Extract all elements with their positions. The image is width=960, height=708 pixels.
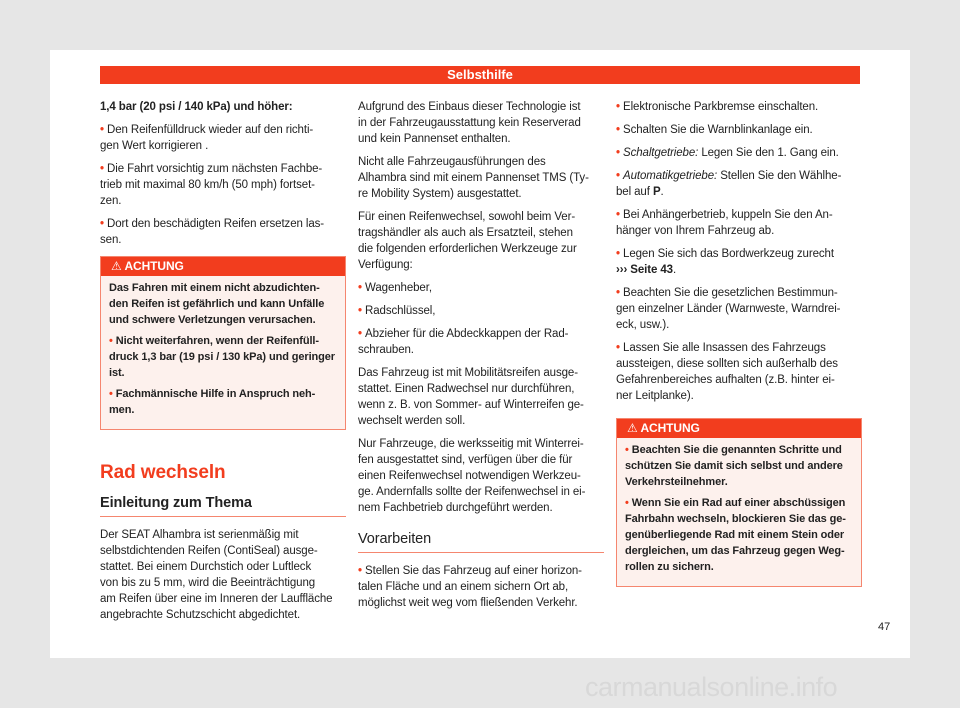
list-item: • Die Fahrt vorsichtig zum nächsten Fachbe- trieb mit maximal 80 km/h (50 mph) fortset- zen.: [100, 163, 323, 207]
list-item: • Schalten Sie die Warnblinkanlage ein.: [616, 124, 813, 136]
bullet-icon: •: [616, 342, 624, 354]
paragraph: Nicht alle Fahrzeugausführungen des Alhambra sind mit einem Pannenset TMS (Ty- re Mobility System) ausgestattet.: [358, 156, 589, 200]
list-item: • Stellen Sie das Fahrzeug auf einer horizon- talen Fläche und an einem sichern Ort ab, möglichst weit weg vom fließenden Verkehr.: [358, 565, 582, 609]
warning-box: [100, 256, 346, 430]
bullet-icon: •: [100, 124, 108, 136]
bullet-icon: •: [616, 170, 624, 182]
warning-triangle-icon: ⚠: [111, 259, 125, 273]
pressure-heading: 1,4 bar (20 psi / 140 kPa) und höher:: [100, 101, 293, 113]
list-item: • Dort den beschädigten Reifen ersetzen las- sen.: [100, 218, 325, 246]
bullet-icon: •: [100, 163, 108, 175]
bullet-icon: •: [616, 124, 624, 136]
bullet-icon: •: [358, 282, 366, 294]
paragraph: Nur Fahrzeuge, die werksseitig mit Winterrei- fen ausgestattet sind, verfügen über die für einen Reifenwechsel notwendigen Werkzeu- ge. Andernfalls sollte der Reifenwechsel in ei- nem Fachbetrieb durchgeführt werden.: [358, 438, 586, 514]
bullet-icon: •: [109, 388, 116, 400]
bullet-icon: •: [616, 209, 624, 221]
warning-text: Das Fahren mit einem nicht abzudichten- den Reifen ist gefährlich und kann Unfälle und schwere Verletzungen verursachen.: [109, 282, 325, 326]
list-item: • Schaltgetriebe: Legen Sie den 1. Gang ein.: [616, 147, 839, 159]
right-column: [616, 99, 862, 587]
paragraph: Das Fahrzeug ist mit Mobilitätsreifen ausge- stattet. Einen Radwechsel nur durchführen, wenn z. B. von Sommer- auf Winterreifen ge- wechselt werden soll.: [358, 367, 584, 427]
warning-header: ⚠ ACHTUNG: [617, 419, 861, 438]
warning-triangle-icon: ⚠: [627, 421, 641, 435]
bullet-icon: •: [358, 328, 366, 340]
bullet-icon: •: [616, 101, 624, 113]
list-item: • Wagenheber,: [358, 282, 432, 294]
warning-header: ⚠ ACHTUNG: [101, 257, 345, 276]
list-item: • Elektronische Parkbremse einschalten.: [616, 101, 819, 113]
warning-box: [616, 418, 862, 587]
middle-column: [358, 99, 604, 618]
bullet-icon: •: [625, 497, 632, 509]
list-item: • Abzieher für die Abdeckkappen der Rad- schrauben.: [358, 328, 569, 356]
paragraph: Für einen Reifenwechsel, sowohl beim Ver- tragshändler als auch als Ersatzteil, stehen die folgenden erforderlichen Werkzeuge zur Verfügung:: [358, 211, 577, 271]
bullet-icon: •: [100, 218, 108, 230]
bullet-icon: •: [616, 287, 624, 299]
list-item: • Lassen Sie alle Insassen des Fahrzeugs aussteigen, diese sollten sich außerhalb des Gefahrenbereiches aufhalten (z.B. hinter ei- ner Leitplanke).: [616, 342, 838, 402]
list-item: • Beachten Sie die genannten Schritte und schützen Sie damit sich selbst und andere Verkehrsteilnehmer.: [625, 444, 843, 488]
list-item: • Radschlüssel,: [358, 305, 436, 317]
list-item: • Den Reifenfülldruck wieder auf den richti- gen Wert korrigieren .: [100, 124, 314, 152]
subsection-title: Vorarbeiten: [358, 530, 604, 553]
page-reference-link[interactable]: ››› Seite 43: [616, 264, 673, 276]
list-item: • Wenn Sie ein Rad auf einer abschüssigen Fahrbahn wechseln, blockieren Sie das ge- genüberliegende Rad mit einem Stein oder dergleichen, um das Fahrzeug gegen Weg- rollen zu sichern.: [625, 497, 846, 573]
bullet-icon: •: [358, 565, 366, 577]
watermark: carmanualsonline.info: [585, 672, 838, 702]
left-column: [100, 99, 346, 630]
page-number: 47: [878, 621, 891, 633]
list-item: • Automatikgetriebe: Stellen Sie den Wählhe- bel auf P.: [616, 170, 842, 198]
list-item: • Fachmännische Hilfe in Anspruch neh- men.: [109, 388, 316, 416]
list-item: • Nicht weiterfahren, wenn der Reifenfüll- druck 1,3 bar (19 psi / 130 kPa) und geringer ist.: [109, 335, 335, 379]
list-item: • Beachten Sie die gesetzlichen Bestimmun- gen einzelner Länder (Warnweste, Warndrei- eck, usw.).: [616, 287, 841, 331]
subsection-title: Einleitung zum Thema: [100, 494, 346, 517]
section-title: Rad wechseln: [100, 462, 226, 483]
list-item: • Bei Anhängerbetrieb, kuppeln Sie den An- hänger von Ihrem Fahrzeug ab.: [616, 209, 833, 237]
list-item: • Legen Sie sich das Bordwerkzeug zurecht ››› Seite 43.: [616, 248, 834, 276]
paragraph: Aufgrund des Einbaus dieser Technologie ist in der Fahrzeugausstattung kein Reserverad und kein Pannenset enthalten.: [358, 101, 581, 145]
chapter-header: Selbsthilfe: [100, 66, 860, 84]
bullet-icon: •: [616, 248, 624, 260]
intro-paragraph: Der SEAT Alhambra ist serienmäßig mit selbstdichtenden Reifen (ContiSeal) ausge- stattet. Bei einem Durchstich oder Luftleck von bis zu 5 mm, wird die Beeinträchtigung am Reifen über eine im Inneren der Lauffläche angebrachte Schutzschicht abgedichtet.: [100, 529, 333, 621]
bullet-icon: •: [358, 305, 366, 317]
bullet-icon: •: [109, 335, 116, 347]
bullet-icon: •: [625, 444, 632, 456]
bullet-icon: •: [616, 147, 624, 159]
